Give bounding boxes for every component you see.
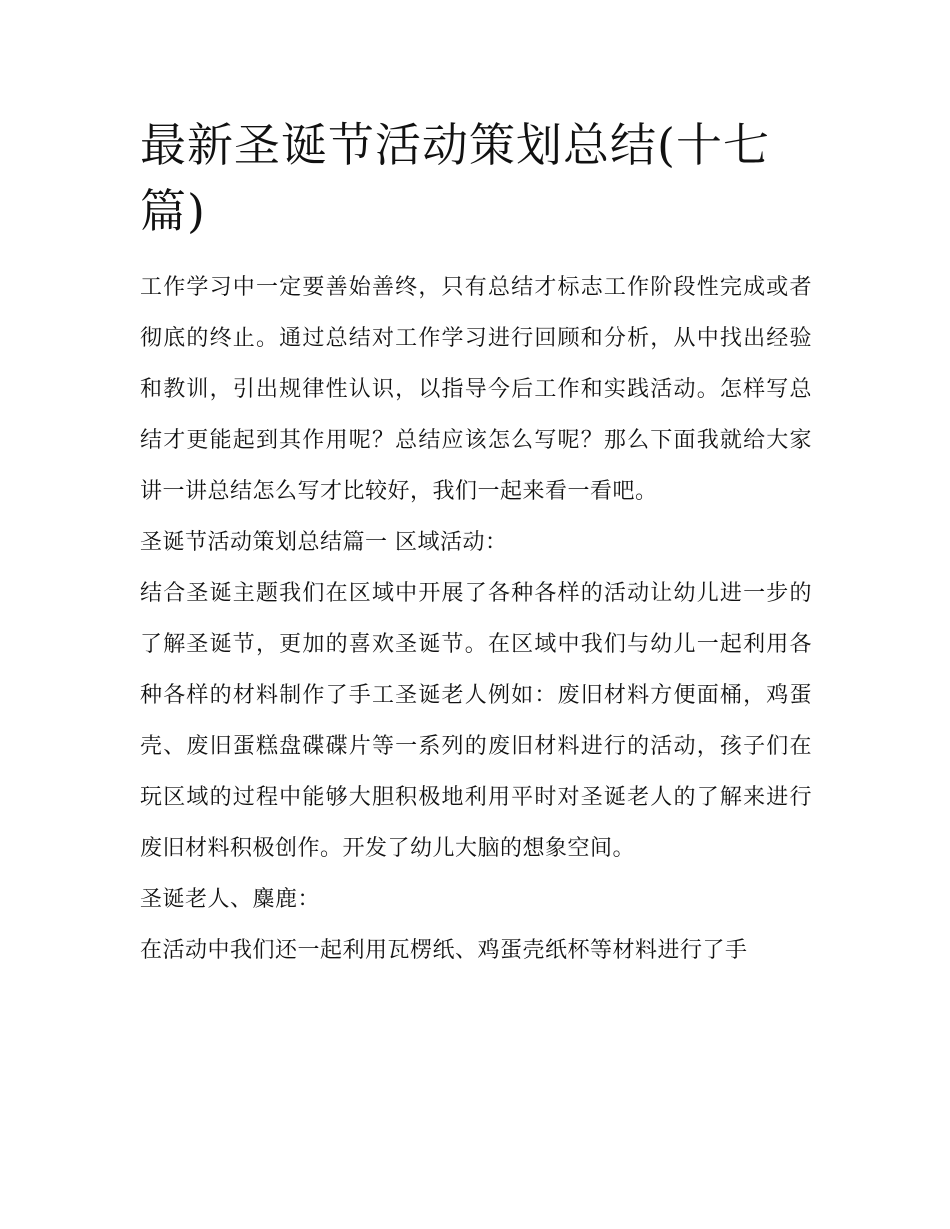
santa-reindeer-paragraph: 在活动中我们还一起利用瓦楞纸、鸡蛋壳纸杯等材料进行了手 (140, 938, 748, 963)
document-body (140, 112, 812, 976)
section-heading-area-activity: 圣诞节活动策划总结篇一 区域活动： (140, 530, 508, 555)
document-title: 最新圣诞节活动策划总结(十七篇) (140, 118, 770, 238)
intro-paragraph: 工作学习中一定要善始善终，只有总结才标志工作阶段性完成或者彻底的终止。通过总结对工作学习进行回顾和分析，从中找出经验和教训，引出规律性认识，以指导今后工作和实践活动。怎样写总结才更能起到其作用呢？总结应该怎么写呢？那么下面我就给大家讲一讲总结怎么写才比较好，我们一起来看一看吧。 (140, 275, 812, 504)
area-activity-paragraph: 结合圣诞主题我们在区域中开展了各种各样的活动让幼儿进一步的了解圣诞节，更加的喜欢圣诞节。在区域中我们与幼儿一起利用各种各样的材料制作了手工圣诞老人例如：废旧材料方便面桶，鸡蛋壳、废旧蛋糕盘碟碟片等一系列的废旧材料进行的活动，孩子们在玩区域的过程中能够大胆积极地利用平时对圣诞老人的了解来进行废旧材料积极创作。开发了幼儿大脑的想象空间。 (140, 581, 812, 861)
section-heading-santa-reindeer: 圣诞老人、麋鹿： (140, 887, 321, 912)
